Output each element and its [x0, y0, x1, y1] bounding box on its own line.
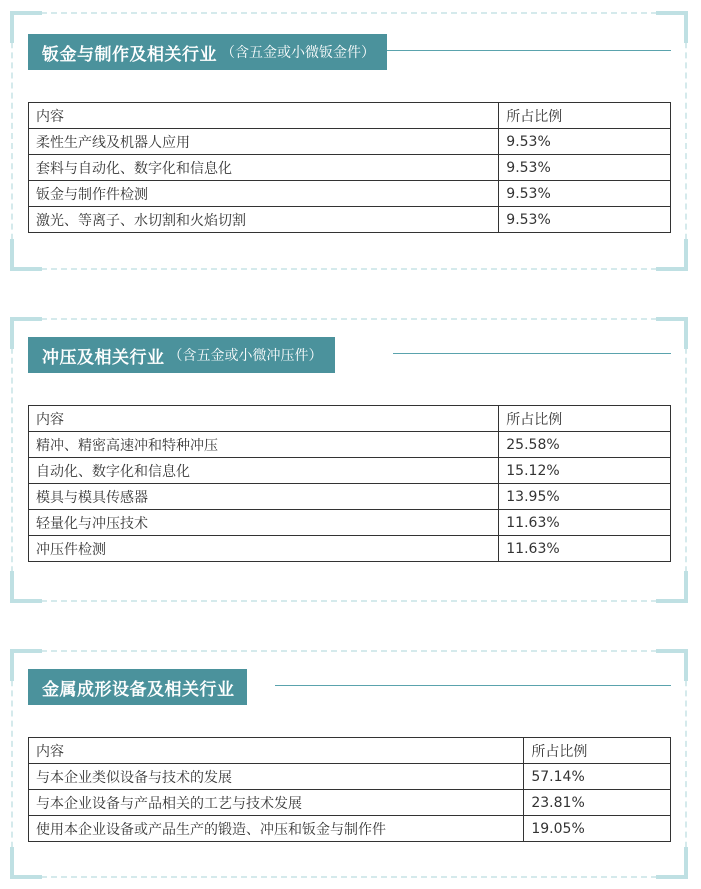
header-cell-percent: 所占比例: [499, 103, 671, 129]
section-card-stamping: [11, 318, 687, 602]
header-cell-percent: 所占比例: [499, 406, 671, 432]
row-content: 模具与模具传感器: [29, 484, 499, 510]
corner-decoration: [10, 239, 42, 271]
table-row: [29, 536, 671, 562]
section-title: 钣金与制作及相关行业: [42, 44, 217, 65]
row-content: 冲压件检测: [29, 536, 499, 562]
row-content: 激光、等离子、水切割和火焰切割: [29, 207, 499, 233]
row-content: 柔性生产线及机器人应用: [29, 129, 499, 155]
table-row: [29, 484, 671, 510]
corner-decoration: [10, 847, 42, 879]
section-title: 金属成形设备及相关行业: [42, 679, 235, 700]
corner-decoration: [656, 649, 688, 681]
row-percent: 19.05%: [524, 816, 671, 842]
section-card-sheet-metal: [11, 12, 687, 270]
header-cell-content: 内容: [29, 406, 499, 432]
table-row: [29, 764, 671, 790]
section-title: 冲压及相关行业: [42, 347, 165, 368]
row-percent: 9.53%: [499, 207, 671, 233]
row-percent: 9.53%: [499, 181, 671, 207]
row-percent: 25.58%: [499, 432, 671, 458]
table-header-row: [29, 103, 671, 129]
row-content: 与本企业类似设备与技术的发展: [29, 764, 524, 790]
section-heading: [28, 669, 247, 705]
section-subtitle: （含五金或小微冲压件）: [168, 348, 323, 364]
row-percent: 11.63%: [499, 510, 671, 536]
table-row: [29, 790, 671, 816]
row-content: 与本企业设备与产品相关的工艺与技术发展: [29, 790, 524, 816]
table-row: [29, 510, 671, 536]
row-content: 使用本企业设备或产品生产的锻造、冲压和钣金与制作件: [29, 816, 524, 842]
header-cell-content: 内容: [29, 103, 499, 129]
table-row: [29, 458, 671, 484]
table-header-row: [29, 738, 671, 764]
data-table: [28, 737, 671, 842]
corner-decoration: [656, 239, 688, 271]
table-row: [29, 432, 671, 458]
section-card-forming-equipment: [11, 650, 687, 878]
row-percent: 9.53%: [499, 129, 671, 155]
corner-decoration: [656, 317, 688, 349]
row-percent: 9.53%: [499, 155, 671, 181]
row-percent: 11.63%: [499, 536, 671, 562]
header-cell-content: 内容: [29, 738, 524, 764]
heading-rule: [393, 353, 671, 354]
corner-decoration: [656, 571, 688, 603]
heading-rule: [275, 685, 671, 686]
row-percent: 57.14%: [524, 764, 671, 790]
data-table: [28, 102, 671, 233]
table-row: [29, 181, 671, 207]
corner-decoration: [656, 11, 688, 43]
row-content: 精冲、精密高速冲和特种冲压: [29, 432, 499, 458]
section-heading: [28, 34, 387, 70]
row-content: 自动化、数字化和信息化: [29, 458, 499, 484]
row-content: 套料与自动化、数字化和信息化: [29, 155, 499, 181]
header-cell-percent: 所占比例: [524, 738, 671, 764]
table-row: [29, 816, 671, 842]
row-content: 钣金与制作件检测: [29, 181, 499, 207]
corner-decoration: [10, 571, 42, 603]
section-subtitle: （含五金或小微钣金件）: [221, 45, 375, 61]
table-row: [29, 207, 671, 233]
row-percent: 23.81%: [524, 790, 671, 816]
row-percent: 15.12%: [499, 458, 671, 484]
table-row: [29, 155, 671, 181]
data-table: [28, 405, 671, 562]
section-heading: [28, 337, 335, 373]
row-content: 轻量化与冲压技术: [29, 510, 499, 536]
table-header-row: [29, 406, 671, 432]
row-percent: 13.95%: [499, 484, 671, 510]
table-row: [29, 129, 671, 155]
corner-decoration: [656, 847, 688, 879]
